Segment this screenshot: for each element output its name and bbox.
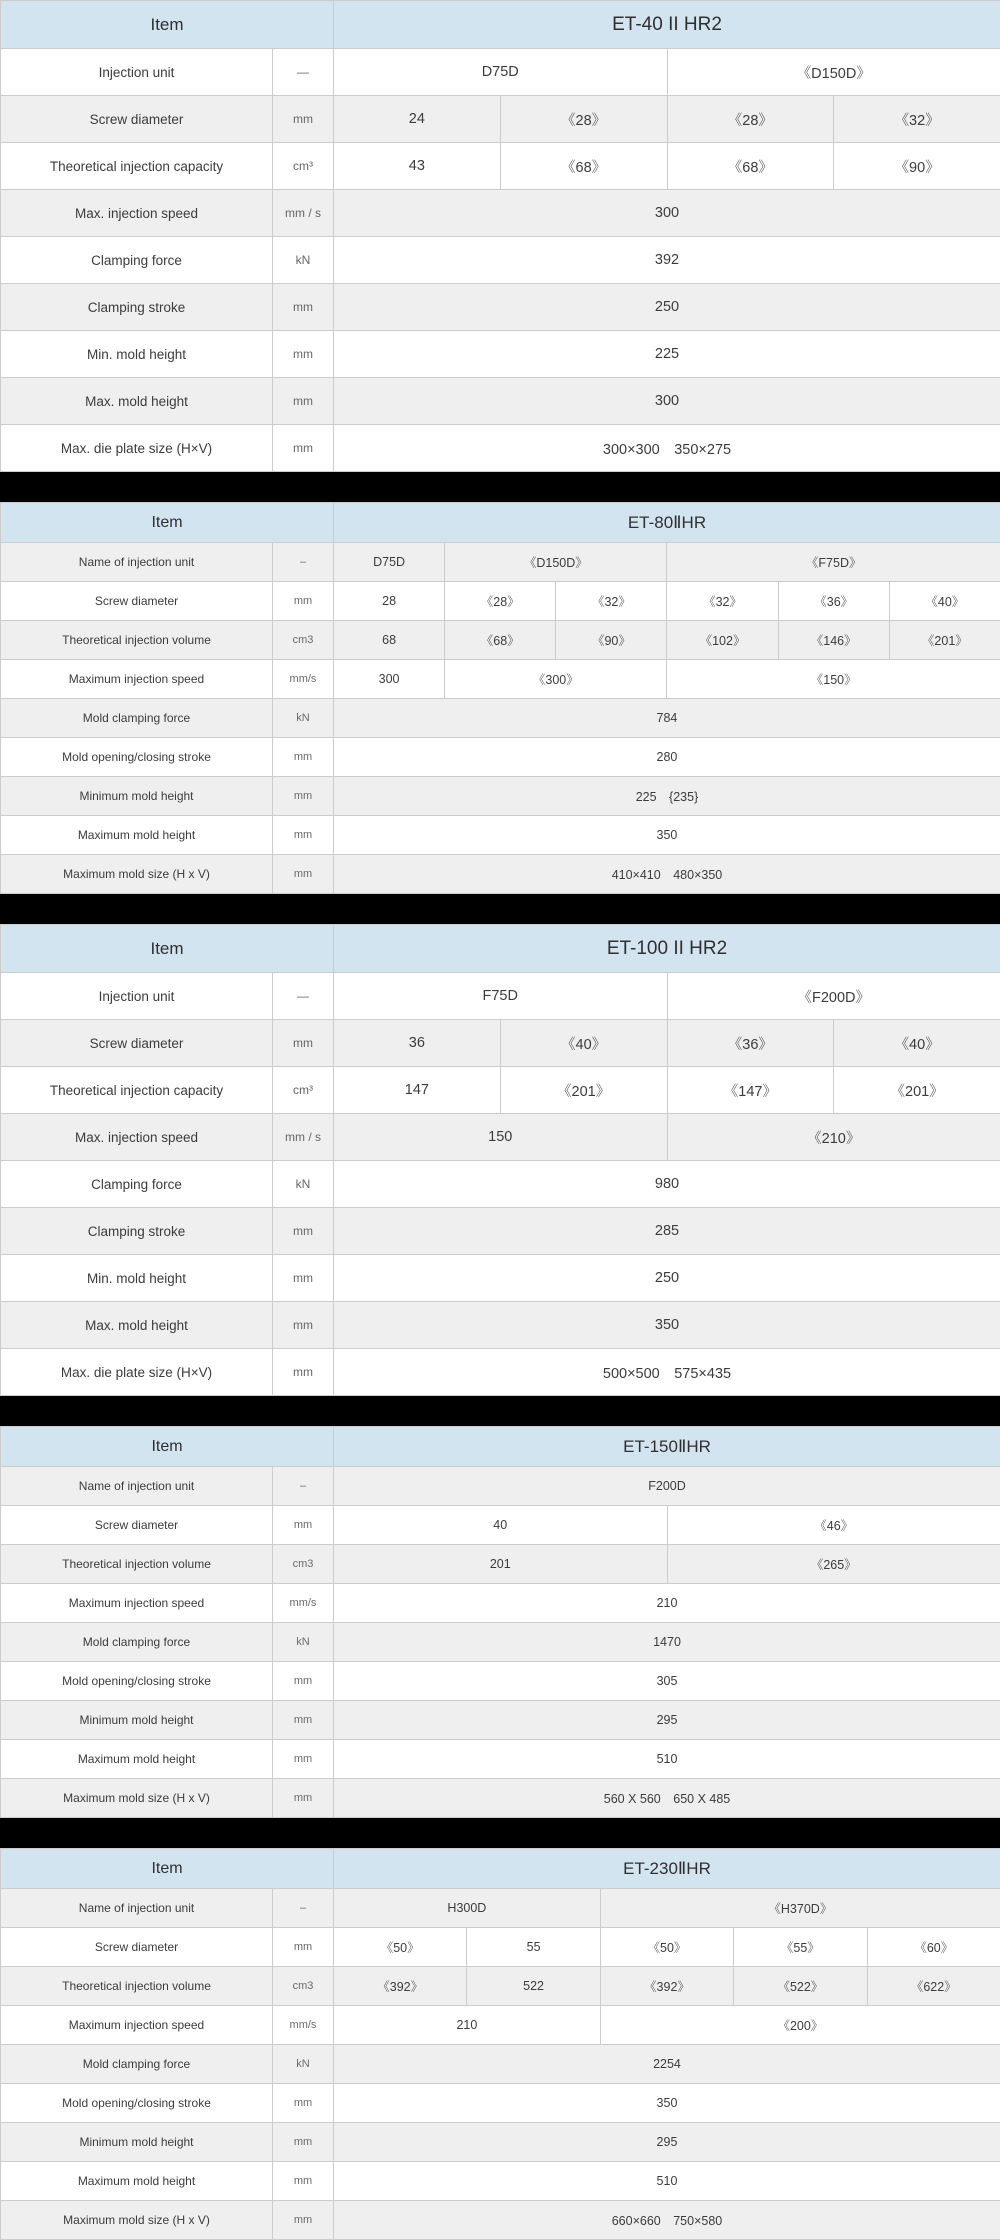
value-cell: 《36》	[667, 1020, 834, 1067]
value-cell: 《40》	[889, 582, 1000, 621]
value-cell: 350	[334, 2084, 1000, 2123]
value-cell: 《150》	[667, 660, 1000, 699]
label-cell: Mold clamping force	[1, 1623, 273, 1662]
label-cell: Mold opening/closing stroke	[1, 738, 273, 777]
value-cell: 295	[334, 2123, 1000, 2162]
unit-cell: mm / s	[273, 1114, 334, 1161]
row-mold-clamping-force	[1, 699, 1000, 738]
value-cell: 《201》	[834, 1067, 1000, 1114]
label-cell: Maximum mold height	[1, 2162, 273, 2201]
label-cell: Min. mold height	[1, 1255, 273, 1302]
label-cell: Name of injection unit	[1, 1467, 273, 1506]
value-cell: 《60》	[867, 1928, 1000, 1967]
value-cell: 510	[334, 1740, 1000, 1779]
value-cell: 285	[334, 1208, 1000, 1255]
unit-cell: kN	[273, 699, 334, 738]
value-cell: 410×410 480×350	[334, 855, 1000, 894]
row-maximum-mold-height	[1, 816, 1000, 855]
unit-cell: —	[273, 973, 334, 1020]
label-cell: Max. injection speed	[1, 1114, 273, 1161]
row-maximum-mold-size-h-x-v	[1, 855, 1000, 894]
value-cell: 《28》	[500, 96, 667, 143]
unit-cell: mm	[273, 1349, 334, 1396]
value-cell: 《90》	[556, 621, 667, 660]
label-cell: Maximum mold size (H x V)	[1, 1779, 273, 1818]
value-cell: 305	[334, 1662, 1000, 1701]
unit-cell: mm	[273, 1928, 334, 1967]
value-cell: 《55》	[734, 1928, 867, 1967]
separator-bar	[0, 894, 1000, 924]
value-cell: 《32》	[556, 582, 667, 621]
unit-cell: –	[273, 1467, 334, 1506]
row-max-mold-height	[1, 378, 1000, 425]
unit-cell: —	[273, 49, 334, 96]
value-cell: F200D	[334, 1467, 1000, 1506]
model-header-cell: ET-230ⅡHR	[334, 1849, 1000, 1889]
unit-cell: cm³	[273, 143, 334, 190]
value-cell: 《40》	[834, 1020, 1000, 1067]
unit-cell: mm / s	[273, 190, 334, 237]
unit-cell: mm	[273, 284, 334, 331]
value-cell: 《50》	[334, 1928, 467, 1967]
unit-cell: mm/s	[273, 2006, 334, 2045]
label-cell: Maximum mold size (H x V)	[1, 2201, 273, 2240]
row-clamping-stroke	[1, 1208, 1000, 1255]
label-cell: Name of injection unit	[1, 543, 273, 582]
value-cell: H300D	[334, 1889, 601, 1928]
row-maximum-mold-size-h-x-v	[1, 1779, 1000, 1818]
label-cell: Mold opening/closing stroke	[1, 2084, 273, 2123]
value-cell: 《68》	[667, 143, 834, 190]
value-cell: 522	[467, 1967, 600, 2006]
unit-cell: kN	[273, 1623, 334, 1662]
model-header-cell: ET-150ⅡHR	[334, 1427, 1000, 1467]
label-cell: Screw diameter	[1, 1506, 273, 1545]
row-max-mold-height	[1, 1302, 1000, 1349]
value-cell: 201	[334, 1545, 668, 1584]
row-maximum-mold-height	[1, 1740, 1000, 1779]
label-cell: Screw diameter	[1, 1020, 273, 1067]
label-cell: Screw diameter	[1, 1928, 273, 1967]
value-cell: 《32》	[834, 96, 1000, 143]
row-name-of-injection-unit	[1, 1467, 1000, 1506]
row-theoretical-injection-volume	[1, 1545, 1000, 1584]
unit-cell: mm	[273, 2084, 334, 2123]
row-clamping-force	[1, 237, 1000, 284]
header-row	[1, 503, 1000, 543]
row-maximum-mold-size-h-x-v	[1, 2201, 1000, 2240]
value-cell: 55	[467, 1928, 600, 1967]
unit-cell: mm/s	[273, 1584, 334, 1623]
value-cell: 《300》	[445, 660, 667, 699]
value-cell: 510	[334, 2162, 1000, 2201]
row-mold-opening-closing-stroke	[1, 738, 1000, 777]
label-cell: Max. die plate size (H×V)	[1, 425, 273, 472]
unit-cell: mm	[273, 2201, 334, 2240]
value-cell: 《622》	[867, 1967, 1000, 2006]
row-minimum-mold-height	[1, 1701, 1000, 1740]
value-cell: 250	[334, 1255, 1000, 1302]
unit-cell: mm	[273, 1506, 334, 1545]
row-name-of-injection-unit	[1, 1889, 1000, 1928]
value-cell: 《40》	[500, 1020, 667, 1067]
value-cell: 《46》	[667, 1506, 1000, 1545]
row-theoretical-injection-volume	[1, 621, 1000, 660]
row-min-mold-height	[1, 331, 1000, 378]
unit-cell: kN	[273, 1161, 334, 1208]
label-cell: Injection unit	[1, 973, 273, 1020]
label-cell: Minimum mold height	[1, 2123, 273, 2162]
value-cell: 《28》	[445, 582, 556, 621]
value-cell: 350	[334, 1302, 1000, 1349]
spec-table-et-150-hr	[0, 1426, 1000, 1818]
item-header-cell: Item	[1, 925, 334, 973]
unit-cell: cm3	[273, 621, 334, 660]
value-cell: 500×500 575×435	[334, 1349, 1000, 1396]
label-cell: Max. mold height	[1, 378, 273, 425]
label-cell: Injection unit	[1, 49, 273, 96]
row-theoretical-injection-capacity	[1, 143, 1000, 190]
value-cell: 《90》	[834, 143, 1000, 190]
label-cell: Max. mold height	[1, 1302, 273, 1349]
value-cell: 《147》	[667, 1067, 834, 1114]
header-row	[1, 925, 1000, 973]
row-screw-diameter	[1, 1928, 1000, 1967]
unit-cell: mm	[273, 2123, 334, 2162]
unit-cell: mm	[273, 855, 334, 894]
value-cell: D75D	[334, 49, 668, 96]
value-cell: 43	[334, 143, 501, 190]
value-cell: 210	[334, 2006, 601, 2045]
value-cell: 《D150D》	[445, 543, 667, 582]
value-cell: 225 {235}	[334, 777, 1000, 816]
label-cell: Maximum injection speed	[1, 1584, 273, 1623]
spec-table-et-100-ii-hr2	[0, 924, 1000, 1396]
value-cell: 《68》	[445, 621, 556, 660]
value-cell: 《201》	[500, 1067, 667, 1114]
unit-cell: mm	[273, 1255, 334, 1302]
row-mold-clamping-force	[1, 1623, 1000, 1662]
value-cell: 36	[334, 1020, 501, 1067]
label-cell: Maximum mold height	[1, 816, 273, 855]
model-header-cell: ET-40 II HR2	[334, 1, 1000, 49]
value-cell: 300	[334, 660, 445, 699]
row-max-die-plate-size-h-v	[1, 1349, 1000, 1396]
value-cell: 《36》	[778, 582, 889, 621]
value-cell: 350	[334, 816, 1000, 855]
row-max-injection-speed	[1, 1114, 1000, 1161]
unit-cell: mm	[273, 1208, 334, 1255]
unit-cell: mm	[273, 738, 334, 777]
label-cell: Mold clamping force	[1, 2045, 273, 2084]
label-cell: Clamping stroke	[1, 1208, 273, 1255]
value-cell: 660×660 750×580	[334, 2201, 1000, 2240]
row-maximum-injection-speed	[1, 1584, 1000, 1623]
value-cell: 2254	[334, 2045, 1000, 2084]
spec-table-et-230-hr	[0, 1848, 1000, 2240]
label-cell: Clamping force	[1, 1161, 273, 1208]
unit-cell: mm	[273, 96, 334, 143]
row-injection-unit	[1, 973, 1000, 1020]
row-max-injection-speed	[1, 190, 1000, 237]
unit-cell: mm	[273, 2162, 334, 2201]
header-row	[1, 1849, 1000, 1889]
value-cell: 《522》	[734, 1967, 867, 2006]
label-cell: Clamping force	[1, 237, 273, 284]
value-cell: 《102》	[667, 621, 778, 660]
value-cell: 68	[334, 621, 445, 660]
value-cell: F75D	[334, 973, 668, 1020]
item-header-cell: Item	[1, 503, 334, 543]
label-cell: Theoretical injection volume	[1, 621, 273, 660]
row-mold-opening-closing-stroke	[1, 2084, 1000, 2123]
value-cell: 210	[334, 1584, 1000, 1623]
value-cell: 24	[334, 96, 501, 143]
item-header-cell: Item	[1, 1427, 334, 1467]
value-cell: 300	[334, 190, 1000, 237]
label-cell: Maximum injection speed	[1, 2006, 273, 2045]
unit-cell: mm	[273, 582, 334, 621]
value-cell: 980	[334, 1161, 1000, 1208]
unit-cell: mm	[273, 777, 334, 816]
value-cell: 《28》	[667, 96, 834, 143]
value-cell: 《D150D》	[667, 49, 1000, 96]
row-name-of-injection-unit	[1, 543, 1000, 582]
label-cell: Maximum injection speed	[1, 660, 273, 699]
label-cell: Maximum mold size (H x V)	[1, 855, 273, 894]
label-cell: Minimum mold height	[1, 1701, 273, 1740]
label-cell: Min. mold height	[1, 331, 273, 378]
row-screw-diameter	[1, 1506, 1000, 1545]
unit-cell: mm	[273, 425, 334, 472]
label-cell: Clamping stroke	[1, 284, 273, 331]
unit-cell: mm	[273, 1740, 334, 1779]
value-cell: 《32》	[667, 582, 778, 621]
row-maximum-injection-speed	[1, 660, 1000, 699]
unit-cell: mm	[273, 1662, 334, 1701]
unit-cell: mm	[273, 1779, 334, 1818]
row-screw-diameter	[1, 96, 1000, 143]
value-cell: 《392》	[600, 1967, 733, 2006]
label-cell: Minimum mold height	[1, 777, 273, 816]
header-row	[1, 1427, 1000, 1467]
row-theoretical-injection-volume	[1, 1967, 1000, 2006]
label-cell: Theoretical injection volume	[1, 1545, 273, 1584]
label-cell: Theoretical injection capacity	[1, 143, 273, 190]
model-header-cell: ET-80ⅡHR	[334, 503, 1000, 543]
value-cell: D75D	[334, 543, 445, 582]
unit-cell: cm³	[273, 1067, 334, 1114]
unit-cell: mm	[273, 1020, 334, 1067]
spec-table-et-80-hr	[0, 502, 1000, 894]
model-header-cell: ET-100 II HR2	[334, 925, 1000, 973]
value-cell: 250	[334, 284, 1000, 331]
unit-cell: kN	[273, 237, 334, 284]
label-cell: Maximum mold height	[1, 1740, 273, 1779]
value-cell: 40	[334, 1506, 668, 1545]
row-minimum-mold-height	[1, 2123, 1000, 2162]
label-cell: Max. die plate size (H×V)	[1, 1349, 273, 1396]
value-cell: 150	[334, 1114, 668, 1161]
value-cell: 225	[334, 331, 1000, 378]
unit-cell: mm	[273, 1701, 334, 1740]
label-cell: Screw diameter	[1, 582, 273, 621]
unit-cell: kN	[273, 2045, 334, 2084]
value-cell: 1470	[334, 1623, 1000, 1662]
unit-cell: –	[273, 543, 334, 582]
unit-cell: mm	[273, 1302, 334, 1349]
row-theoretical-injection-capacity	[1, 1067, 1000, 1114]
value-cell: 560 X 560 650 X 485	[334, 1779, 1000, 1818]
row-injection-unit	[1, 49, 1000, 96]
unit-cell: cm3	[273, 1967, 334, 2006]
row-mold-opening-closing-stroke	[1, 1662, 1000, 1701]
item-header-cell: Item	[1, 1849, 334, 1889]
value-cell: 《201》	[889, 621, 1000, 660]
value-cell: 300	[334, 378, 1000, 425]
value-cell: 280	[334, 738, 1000, 777]
value-cell: 《146》	[778, 621, 889, 660]
label-cell: Theoretical injection volume	[1, 1967, 273, 2006]
label-cell: Mold opening/closing stroke	[1, 1662, 273, 1701]
unit-cell: mm	[273, 331, 334, 378]
spec-table-et-40-ii-hr2	[0, 0, 1000, 472]
label-cell: Max. injection speed	[1, 190, 273, 237]
value-cell: 《210》	[667, 1114, 1000, 1161]
value-cell: 392	[334, 237, 1000, 284]
item-header-cell: Item	[1, 1, 334, 49]
value-cell: 《68》	[500, 143, 667, 190]
unit-cell: –	[273, 1889, 334, 1928]
value-cell: 784	[334, 699, 1000, 738]
row-max-die-plate-size-h-v	[1, 425, 1000, 472]
value-cell: 300×300 350×275	[334, 425, 1000, 472]
label-cell: Name of injection unit	[1, 1889, 273, 1928]
row-clamping-stroke	[1, 284, 1000, 331]
value-cell: 《F75D》	[667, 543, 1000, 582]
value-cell: 《200》	[600, 2006, 1000, 2045]
unit-cell: mm	[273, 816, 334, 855]
label-cell: Mold clamping force	[1, 699, 273, 738]
separator-bar	[0, 1396, 1000, 1426]
value-cell: 147	[334, 1067, 501, 1114]
value-cell: 《H370D》	[600, 1889, 1000, 1928]
row-maximum-mold-height	[1, 2162, 1000, 2201]
row-screw-diameter	[1, 582, 1000, 621]
value-cell: 《265》	[667, 1545, 1000, 1584]
value-cell: 《392》	[334, 1967, 467, 2006]
value-cell: 28	[334, 582, 445, 621]
row-screw-diameter	[1, 1020, 1000, 1067]
separator-bar	[0, 1818, 1000, 1848]
header-row	[1, 1, 1000, 49]
label-cell: Screw diameter	[1, 96, 273, 143]
unit-cell: mm/s	[273, 660, 334, 699]
row-clamping-force	[1, 1161, 1000, 1208]
row-min-mold-height	[1, 1255, 1000, 1302]
row-minimum-mold-height	[1, 777, 1000, 816]
value-cell: 295	[334, 1701, 1000, 1740]
unit-cell: mm	[273, 378, 334, 425]
row-maximum-injection-speed	[1, 2006, 1000, 2045]
label-cell: Theoretical injection capacity	[1, 1067, 273, 1114]
unit-cell: cm3	[273, 1545, 334, 1584]
value-cell: 《F200D》	[667, 973, 1000, 1020]
separator-bar	[0, 472, 1000, 502]
value-cell: 《50》	[600, 1928, 733, 1967]
row-mold-clamping-force	[1, 2045, 1000, 2084]
